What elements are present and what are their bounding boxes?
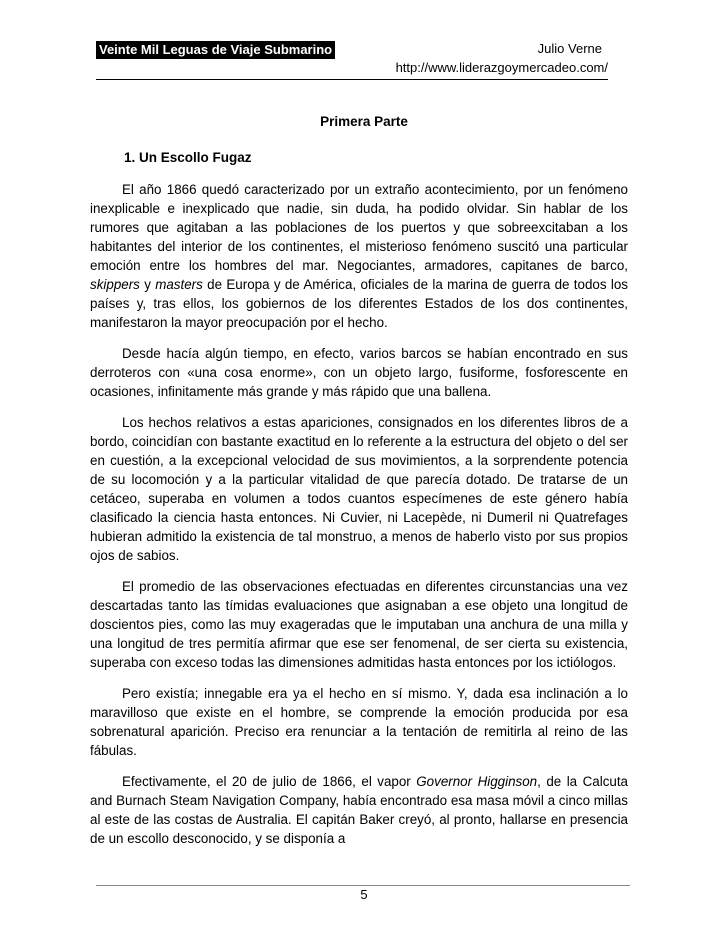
- paragraph-5: Pero existía; innegable era ya el hecho en sí mismo. Y, dada esa inclinación a lo maravilloso que existe en el hombre, se comprende la emoción producida por esa sobrenatural aparición. Preciso era renunciar a la tentación de remitirla al reino de las fábulas.: [90, 686, 628, 758]
- header-divider: [96, 79, 608, 80]
- paragraph-text: Efectivamente, el 20 de julio de 1866, el vapor: [122, 774, 417, 789]
- italic-term: masters: [155, 277, 203, 292]
- paragraph-4: El promedio de las observaciones efectuadas en diferentes circunstancias una vez descartadas tanto las tímidas evaluaciones que asignaban a ese objeto una longitud de doscientos pies, como las muy exageradas que le imputaban una anchura de una milla y una longitud de tres permitía afirmar que ese ser fenomenal, de ser cierta su existencia, superaba con exceso todas las dimensiones admitidas hasta entonces por los ictiólogos.: [90, 579, 628, 670]
- ship-name: Governor Higginson: [416, 774, 538, 789]
- paragraph-text: El año 1866 quedó caracterizado por un extraño acontecimiento, por un fenómeno inexplicable e inexplicado que nadie, sin duda, ha podido olvidar. Sin hablar de los rumores que agitaban a las poblaciones de los puertos y que sobreexcitaban a los habitantes del interior de los continentes, el misterioso fenómeno suscitó una particular emoción entre los hombres del mar. Negociantes, armadores, capitanes de barco,: [90, 182, 628, 273]
- paragraph-3: Los hechos relativos a estas apariciones, consignados en los diferentes libros de a bordo, coincidían con bastante exactitud en lo referente a la estructura del objeto o del ser en cuestión, a la excepcional velocidad de sus movimientos, a la sorprendente potencia de su locomoción y a la particular vitalidad de que parecía dotado. De tratarse de un cetáceo, superaba en volumen a todos cuantos especímenes de este género había clasificado la ciencia hasta entonces. Ni Cuvier, ni Lacepède, ni Dumeril ni Quatrefages hubieran admitido la existencia de tal monstruo, a menos de haberlo visto por sus propios ojos de sabios.: [90, 415, 628, 563]
- italic-term: skippers: [90, 277, 140, 292]
- part-title: Primera Parte: [320, 114, 408, 129]
- header-url[interactable]: http://www.liderazgoymercadeo.com/: [395, 60, 608, 75]
- book-title: Veinte Mil Leguas de Viaje Submarino: [96, 41, 335, 59]
- page-header: [96, 38, 630, 82]
- paragraph-2: Desde hacía algún tiempo, en efecto, varios barcos se habían encontrado en sus derroteros con «una cosa enorme», con un objeto largo, fusiforme, fosforescente en ocasiones, infinitamente más grande y más rápido que una ballena.: [90, 346, 628, 399]
- author-name: Julio Verne: [537, 41, 602, 56]
- paragraph-1: [90, 180, 628, 332]
- chapter-body: [90, 180, 628, 860]
- paragraph-text: de Europa y de América, oficiales de la marina de guerra de todos los países y, tras ellos, los gobiernos de los diferentes Estados de los dos continentes, manifestaron la mayor preocupación por el hecho.: [90, 277, 628, 330]
- page-number: 5: [360, 887, 368, 902]
- paragraph-text: y: [139, 277, 156, 292]
- paragraph-text: , de la Calcuta and Burnach Steam Navigation Company, había encontrado esa masa móvil a cinco millas al este de las costas de Australia. El capitán Baker creyó, al pronto, hallarse en presencia de un escollo desconocido, y se disponía a: [90, 774, 629, 846]
- footer-divider: [96, 885, 630, 886]
- chapter-title: 1. Un Escollo Fugaz: [124, 150, 252, 165]
- paragraph-6: [90, 772, 628, 848]
